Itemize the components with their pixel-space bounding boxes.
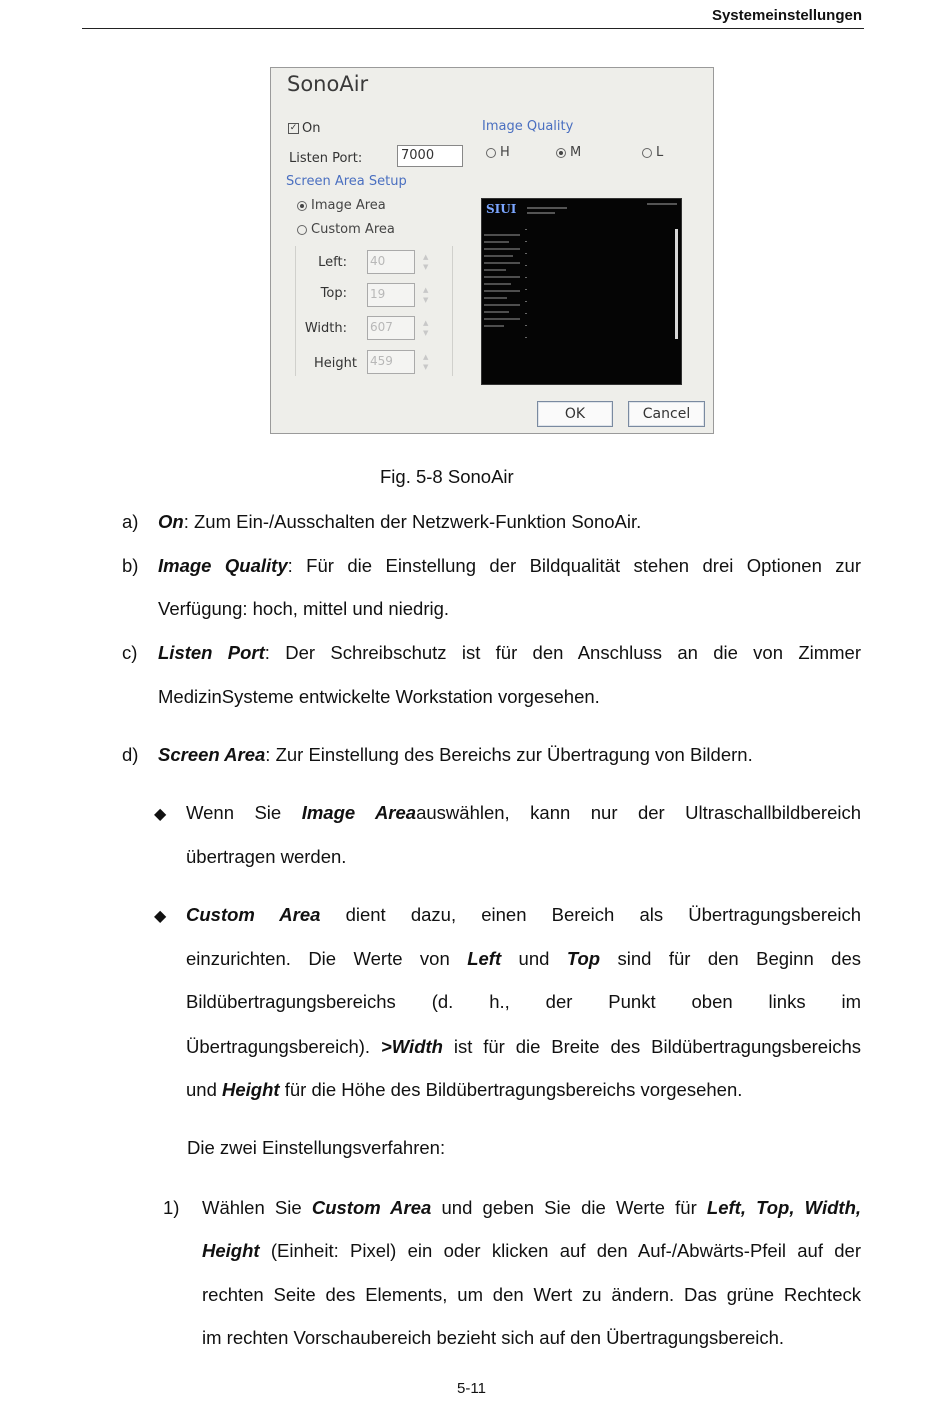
step-1-line4: im rechten Vorschaubereich bezieht sich auf den Übertragungsbereich. — [202, 1327, 785, 1348]
bullet-1-line1: Wenn Sie Image Areaauswählen, kann nur der Ultraschallbildbereich — [186, 802, 862, 823]
item-c-line1: Listen Port: Der Schreibschutz ist für den Anschluss an die von Zimmer — [158, 642, 861, 663]
bullet-2-line4: Übertragungsbereich). >Width ist für die Breite des Bildübertragungsbereichs — [186, 1036, 861, 1057]
height-label: Height — [314, 356, 357, 371]
left-input[interactable]: 40 — [367, 250, 415, 274]
bullet-2-line2: einzurichten. Die Werte von Left und Top sind für den Beginn des — [186, 948, 861, 969]
bullet-2-line1: Custom Area dient dazu, einen Bereich als Übertragungsbereich — [186, 904, 862, 925]
custom-area-label: Custom Area — [311, 222, 395, 237]
item-marker: b) — [122, 555, 139, 576]
preview-header-text — [527, 212, 555, 214]
page-number: 5-11 — [457, 1380, 486, 1397]
item-b-line1: Image Quality: Für die Einstellung der Bildqualität stehen drei Optionen zur — [158, 555, 861, 576]
checkbox-checked-icon: ✓ — [289, 123, 298, 133]
term-on: On — [158, 511, 184, 532]
preview-scrollbar — [675, 229, 678, 339]
cancel-button[interactable]: Cancel — [628, 401, 705, 427]
diamond-bullet-icon: ◆ — [154, 908, 167, 925]
radio-on-icon — [556, 148, 566, 158]
procedures-intro: Die zwei Einstellungsverfahren: — [187, 1137, 446, 1158]
header-title: Systemeinstellungen — [711, 7, 862, 24]
step-marker: 1) — [163, 1197, 180, 1218]
listen-port-label: Listen Port: — [289, 151, 363, 166]
item-c-line2: MedizinSysteme entwickelte Workstation vorgesehen. — [158, 686, 600, 707]
left-label: Left: — [318, 255, 347, 270]
bullet-1-line2: übertragen werden. — [186, 846, 347, 867]
preview-menu-column — [484, 229, 520, 332]
bullet-2-line5: und Height für die Höhe des Bildübertragungsbereichs vorgesehen. — [186, 1079, 743, 1100]
term-image-area: Image Area — [301, 802, 417, 823]
width-label: Width: — [304, 321, 347, 336]
bullet-2-line3: Bildübertragungsbereichs (d. h., der Punkt oben links im — [186, 991, 861, 1012]
preview-scale — [525, 229, 527, 349]
sonoair-dialog — [270, 67, 714, 434]
step-1-line2: Height (Einheit: Pixel) ein oder klicken auf den Auf-/Abwärts-Pfeil auf der — [202, 1240, 861, 1261]
term-screen-area: Screen Area — [158, 744, 266, 765]
page-header — [82, 0, 864, 29]
image-quality-label: Image Quality — [482, 119, 574, 134]
on-label: On — [302, 121, 321, 136]
dialog-title: SonoAir — [287, 72, 369, 96]
quality-option-m: M — [570, 145, 582, 160]
radio-off-icon — [297, 225, 307, 235]
item-d: Screen Area: Zur Einstellung des Bereichs zur Übertragung von Bildern. — [158, 744, 753, 765]
image-area-radio[interactable] — [297, 198, 386, 213]
preview-area — [481, 198, 682, 385]
quality-option-l: L — [656, 145, 664, 160]
ok-button[interactable]: OK — [537, 401, 613, 427]
item-marker: c) — [122, 642, 138, 663]
top-input[interactable]: 19 — [367, 283, 415, 307]
item-a: On: Zum Ein-/Ausschalten der Netzwerk-Funktion SonoAir. — [158, 511, 642, 532]
screen-area-setup-label: Screen Area Setup — [286, 174, 407, 189]
term-image-quality: Image Quality — [158, 555, 288, 576]
radio-off-icon — [486, 148, 496, 158]
preview-header-text — [527, 207, 567, 209]
custom-area-radio[interactable] — [297, 222, 395, 237]
item-marker: d) — [122, 744, 139, 765]
quality-radio-m[interactable] — [556, 145, 581, 160]
step-1-line1: Wählen Sie Custom Area und geben Sie die Werte für Left, Top, Width, — [202, 1197, 862, 1218]
preview-corner-text — [647, 203, 677, 205]
height-spinner-icon[interactable]: ▲ ▼ — [423, 353, 429, 371]
step-1-line3: rechten Seite des Elements, um den Wert zu ändern. Das grüne Rechteck — [202, 1284, 861, 1305]
top-label: Top: — [320, 286, 347, 301]
item-marker: a) — [122, 511, 139, 532]
height-input[interactable]: 459 — [367, 350, 415, 374]
left-spinner-icon[interactable]: ▲ ▼ — [423, 253, 429, 271]
figure-caption: Fig. 5-8 SonoAir — [380, 466, 514, 487]
term-custom-area: Custom Area — [186, 904, 321, 925]
image-area-label: Image Area — [311, 198, 386, 213]
radio-on-icon — [297, 201, 307, 211]
preview-logo: SIUI — [486, 202, 517, 216]
term-listen-port: Listen Port — [158, 642, 265, 663]
width-spinner-icon[interactable]: ▲ ▼ — [423, 319, 429, 337]
quality-radio-h[interactable] — [486, 145, 510, 160]
diamond-bullet-icon: ◆ — [154, 806, 167, 823]
top-spinner-icon[interactable]: ▲ ▼ — [423, 286, 429, 304]
listen-port-input[interactable]: 7000 — [397, 145, 463, 167]
quality-option-h: H — [500, 145, 510, 160]
item-b-line2: Verfügung: hoch, mittel und niedrig. — [158, 598, 450, 619]
width-input[interactable]: 607 — [367, 316, 415, 340]
quality-radio-l[interactable] — [642, 145, 663, 160]
on-checkbox[interactable] — [288, 121, 320, 136]
radio-off-icon — [642, 148, 652, 158]
